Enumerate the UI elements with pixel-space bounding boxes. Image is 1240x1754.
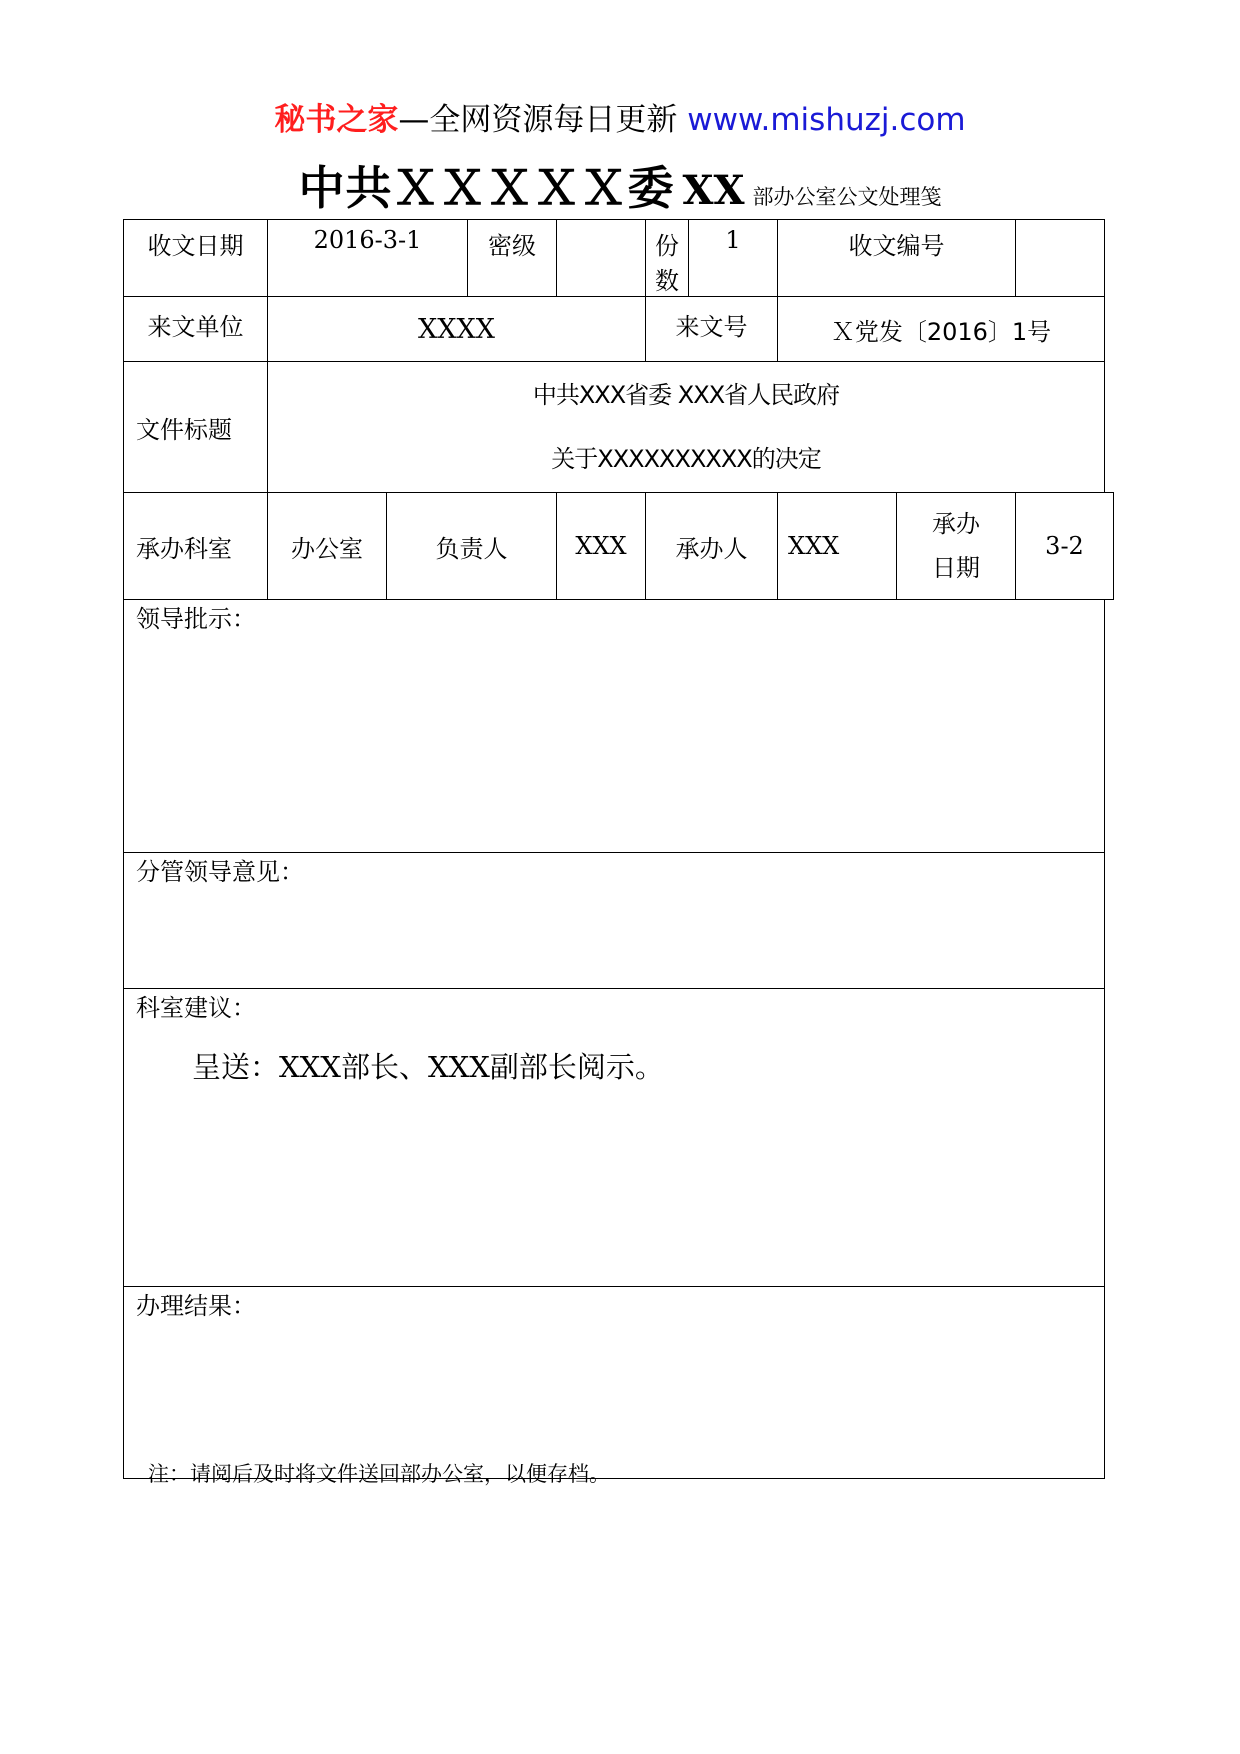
- row-sender-info: [124, 297, 1114, 362]
- doc-number-label: 来文号: [646, 297, 778, 362]
- doc-number-value: Ｘ党发〔2016〕1号: [778, 297, 1105, 362]
- sender-unit-value: XXXX: [268, 297, 646, 362]
- doc-title-value: [268, 362, 1105, 493]
- row-supervisor-opinion: [124, 853, 1114, 989]
- supervisor-opinion-label: 分管领导意见：: [136, 858, 304, 886]
- row-handling-result: [124, 1287, 1114, 1479]
- row-doc-title: [124, 362, 1114, 493]
- banner-brand: 秘书之家: [274, 102, 399, 138]
- dept-advice-text: 呈送：XXX部长、XXX副部长阅示。: [192, 1050, 664, 1084]
- handling-result-label: 办理结果：: [136, 1292, 256, 1320]
- row-leader-instruction: [124, 600, 1114, 853]
- document-processing-form: [123, 219, 1114, 1479]
- handler-value: XXX: [778, 493, 897, 600]
- handler-label: 承办人: [646, 493, 778, 600]
- handling-dept-label: 承办科室: [124, 493, 268, 600]
- receive-date-value: 2016-3-1: [268, 220, 468, 297]
- dept-advice-box: [124, 989, 1105, 1287]
- doc-title-label: 文件标题: [124, 362, 268, 493]
- sender-unit-label: 来文单位: [124, 297, 268, 362]
- handling-dept-value: 办公室: [268, 493, 387, 600]
- receive-date-label: 收文日期: [124, 220, 268, 297]
- handling-result-box: [124, 1287, 1105, 1479]
- secret-level-value: [557, 220, 646, 297]
- doc-title-line-1: 中共XXX省委 XXX省人民政府: [532, 381, 840, 409]
- leader-instruction-box: [124, 600, 1105, 853]
- dept-advice-label: 科室建议：: [136, 994, 256, 1022]
- title-subtitle: 部办公室公文处理笺: [752, 185, 942, 209]
- row-receipt-info: [124, 220, 1114, 297]
- copies-label: 份数: [646, 220, 689, 297]
- copies-value: 1: [689, 220, 778, 297]
- leader-instruction-label: 领导批示：: [136, 605, 256, 633]
- form-title: [0, 160, 1240, 227]
- receive-number-value: [1016, 220, 1105, 297]
- footnote: 注：请阅后及时将文件送回部办公室，以便存档。: [148, 1462, 610, 1486]
- owner-label: 负责人: [387, 493, 557, 600]
- handling-date-label: 承办 日期: [897, 493, 1016, 600]
- secret-level-label: 密级: [468, 220, 557, 297]
- site-banner: [0, 100, 1240, 140]
- owner-value: XXX: [557, 493, 646, 600]
- handling-date-value: 3-2: [1016, 493, 1114, 600]
- row-dept-advice: [124, 989, 1114, 1287]
- supervisor-opinion-box: [124, 853, 1105, 989]
- title-xx: XX: [682, 167, 745, 214]
- title-main: 中共ＸＸＸＸＸ委: [298, 161, 675, 215]
- receive-number-label: 收文编号: [778, 220, 1016, 297]
- banner-tagline: —全网资源每日更新: [398, 102, 678, 138]
- row-handling-dept: [124, 493, 1114, 600]
- banner-url-link[interactable]: www.mishuzj.com: [687, 102, 966, 138]
- doc-title-line-2: 关于XXXXXXXXXX的决定: [551, 445, 821, 473]
